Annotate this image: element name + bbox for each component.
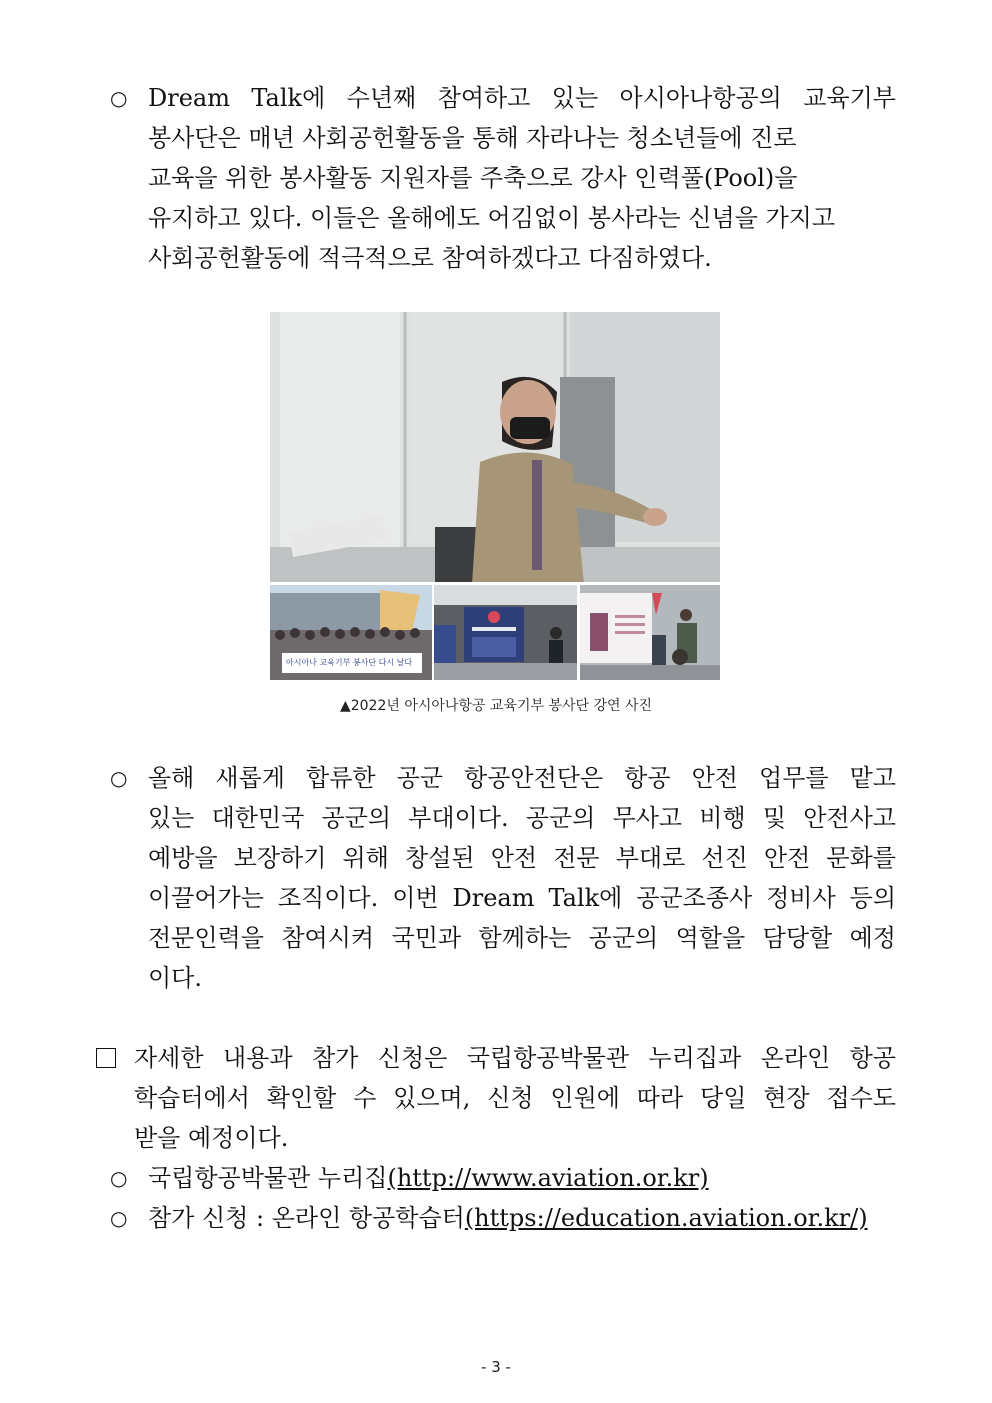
stage-photo-illustration [434,585,577,680]
paragraph-line: 받을 예정이다. [134,1124,289,1152]
checkbox-square-icon [96,1048,116,1068]
presentation-photo-illustration [580,585,720,680]
paragraph-line: 예방을 보장하기 위해 창설된 안전 전문 부대로 선진 안전 문화를 [148,844,896,872]
banner-text: 아시아나 교육기부 봉사단 다시 날다 [286,658,413,667]
paragraph-line: 봉사단은 매년 사회공헌활동을 통해 자라나는 청소년들에 진로 [148,124,797,152]
paragraph-line: 이다. [148,964,202,992]
bullet-circle: ○ [110,766,128,790]
paragraph-line: Dream Talk에 수년째 참여하고 있는 아시아나항공의 교육기부 [148,84,896,112]
paragraph-line: 학습터에서 확인할 수 있으며, 신청 인원에 따라 당일 현장 접수도 [134,1084,896,1112]
paragraph-airforce [148,758,896,998]
paragraph-line: 사회공헌활동에 적극적으로 참여하겠다고 다짐하였다. [148,244,712,272]
stage-photo [434,585,577,680]
paragraph-asiana [148,78,896,278]
paragraph-line: 이끌어가는 조직이다. 이번 Dream Talk에 공군조종사 정비사 등의 [148,884,896,912]
museum-link[interactable]: (http://www.aviation.or.kr) [387,1164,709,1192]
paragraph-line: 자세한 내용과 참가 신청은 국립항공박물관 누리집과 온라인 항공 [134,1044,896,1072]
bullet-circle: ○ [110,1166,128,1190]
presentation-photo [580,585,720,680]
bullet-circle: ○ [110,86,128,110]
education-link[interactable]: (https://education.aviation.or.kr/) [464,1204,868,1232]
museum-link-row [148,1158,709,1198]
paragraph-details [134,1038,896,1158]
paragraph-line: 있는 대한민국 공군의 부대이다. 공군의 무사고 비행 및 안전사고 [148,804,896,832]
bullet-circle: ○ [110,1206,128,1230]
education-link-row [148,1198,868,1238]
paragraph-line: 올해 새롭게 합류한 공군 항공안전단은 항공 안전 업무를 맡고 [148,764,896,792]
photo-caption: ▲2022년 아시아나항공 교육기부 봉사단 강연 사진 [339,698,653,714]
paragraph-line: 전문인력을 참여시켜 국민과 함께하는 공군의 역할을 담당할 예정 [148,924,896,952]
paragraph-line: 유지하고 있다. 이들은 올해에도 어김없이 봉사라는 신념을 가지고 [148,204,835,232]
paragraph-line: 교육을 위한 봉사활동 지원자를 주축으로 강사 인력풀(Pool)을 [148,164,798,192]
page-number: - 3 - [481,1358,511,1376]
group-photo [270,585,432,680]
lecture-photo [270,312,720,582]
lecture-photo-illustration [270,312,720,582]
museum-link-label: 국립항공박물관 누리집 [148,1164,388,1192]
education-link-label: 참가 신청 : 온라인 항공학습터 [148,1204,465,1232]
